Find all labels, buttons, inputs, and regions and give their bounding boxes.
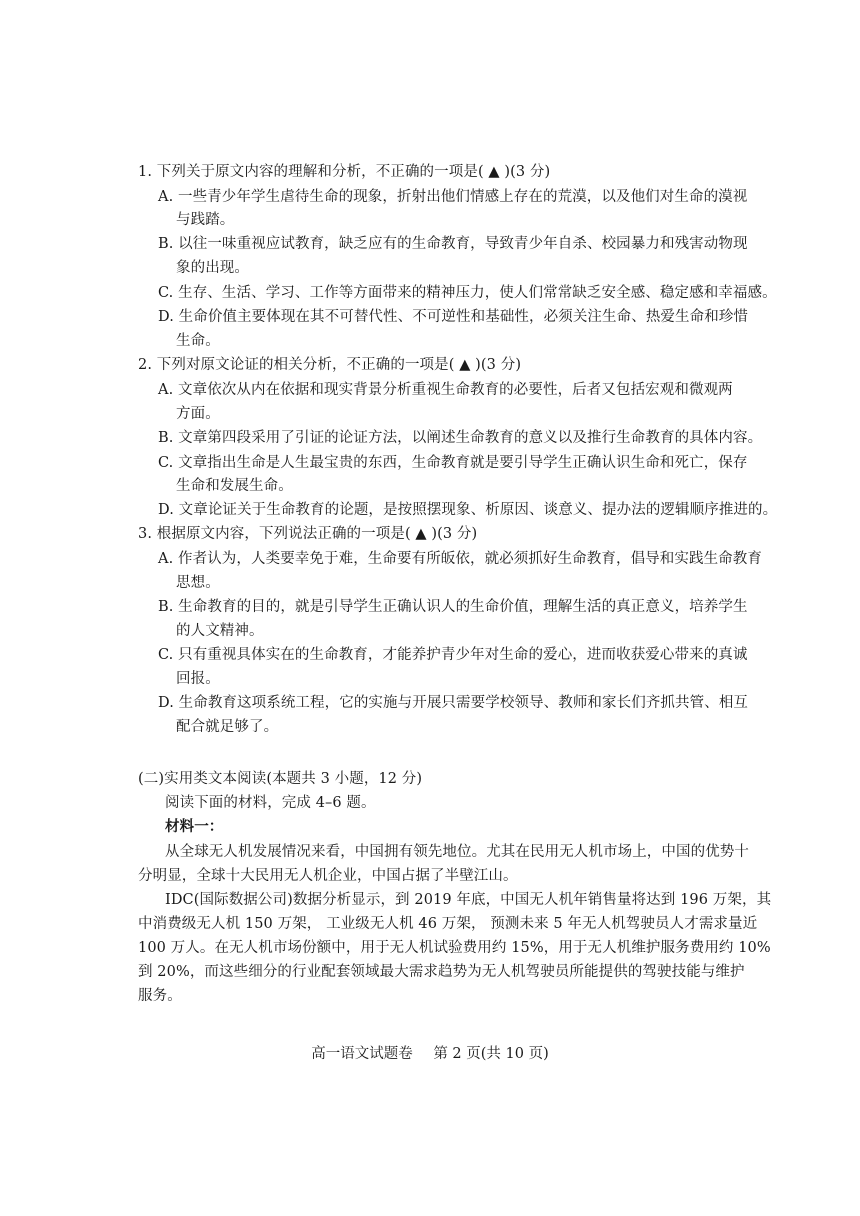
question-1-option-d: D. 生命价值主要体现在其不可替代性、不可逆性和基础性，必须关注生命、热爱生命和珍惜 [158,309,749,325]
section-heading: (二)实用类文本阅读(本题共 3 小题，12 分) [138,771,423,787]
question-3-option-b-cont: 的人文精神。 [176,623,264,639]
material1-p1-line2: 分明显，全球十大民用无人机企业，中国占据了半壁江山。 [138,868,518,884]
question-3-option-b: B. 生命教育的目的，就是引导学生正确认识人的生命价值，理解生活的真正意义，培养学生 [158,599,748,615]
question-2-stem: 2. 下列对原文论证的相关分析，不正确的一项是( ▲ )(3 分) [138,357,522,373]
question-1-option-b-cont: 象的出现。 [176,260,249,276]
question-1-option-c: C. 生存、生活、学习、工作等方面带来的精神压力，使人们常常缺乏安全感、稳定感和幸福感。 [158,285,777,301]
question-2-option-d: D. 文章论证关于生命教育的论题，是按照摆现象、析原因、谈意义、提办法的逻辑顺序推进的。 [158,502,778,518]
material1-p2-line3: 100 万人。在无人机市场份额中，用于无人机试验费用约 15%，用于无人机维护服务费用约 10% [138,940,771,956]
question-3-option-a-cont: 思想。 [176,575,220,591]
question-3-option-d-cont: 配合就足够了。 [176,719,279,735]
footer-page-number: 第 2 页(共 10 页) [433,1046,549,1062]
question-2-option-b: B. 文章第四段采用了引证的论证方法，以阐述生命教育的意义以及推行生命教育的具体内容。 [158,430,763,446]
question-3-option-a: A. 作者认为，人类要幸免于难，生命要有所皈依，就必须抓好生命教育，倡导和实践生命教育 [158,551,762,567]
material1-p2-line4: 到 20%，而这些细分的行业配套领域最大需求趋势为无人机驾驶员所能提供的驾驶技能与维护 [138,964,745,980]
section-instruction: 阅读下面的材料，完成 4–6 题。 [165,795,376,811]
question-2-option-a-cont: 方面。 [176,406,220,422]
material1-p2-line1: IDC(国际数据公司)数据分析显示，到 2019 年底，中国无人机年销售量将达到 196 万架，其 [165,892,772,908]
question-3-option-d: D. 生命教育这项系统工程，它的实施与开展只需要学校领导、教师和家长们齐抓共管、相互 [158,695,749,711]
question-1-stem: 1. 下列关于原文内容的理解和分析，不正确的一项是( ▲ )(3 分) [138,164,551,180]
material1-p2-line5: 服务。 [138,988,182,1004]
question-2-option-c-cont: 生命和发展生命。 [176,478,293,494]
question-3-stem: 3. 根据原文内容，下列说法正确的一项是( ▲ )(3 分) [138,526,478,542]
question-1-option-a: A. 一些青少年学生虐待生命的现象，折射出他们情感上存在的荒漠，以及他们对生命的漠视 [158,189,748,205]
question-2-option-c: C. 文章指出生命是人生最宝贵的东西，生命教育就是要引导学生正确认识生命和死亡，保存 [158,455,748,471]
question-2-option-a: A. 文章依次从内在依据和现实背景分析重视生命教育的必要性，后者又包括宏观和微观两 [158,382,733,398]
question-1-option-b: B. 以往一味重视应试教育，缺乏应有的生命教育，导致青少年自杀、校园暴力和残害动物现 [158,236,748,252]
footer-title: 高一语文试题卷 [311,1046,413,1062]
question-1-option-a-cont: 与践踏。 [176,212,235,228]
material-label: 材料一： [165,818,224,835]
question-3-option-c-cont: 回报。 [176,671,220,687]
page-footer [0,1042,860,1063]
material1-p1-line1: 从全球无人机发展情况来看，中国拥有领先地位。尤其在民用无人机市场上，中国的优势十 [165,844,749,860]
question-3-option-c: C. 只有重视具体实在的生命教育，才能养护青少年对生命的爱心，进而收获爱心带来的真诚 [158,647,748,663]
question-1-option-d-cont: 生命。 [176,333,220,349]
material1-p2-line2: 中消费级无人机 150 万架， 工业级无人机 46 万架， 预测未来 5 年无人机驾驶员人才需求量近 [138,916,758,932]
